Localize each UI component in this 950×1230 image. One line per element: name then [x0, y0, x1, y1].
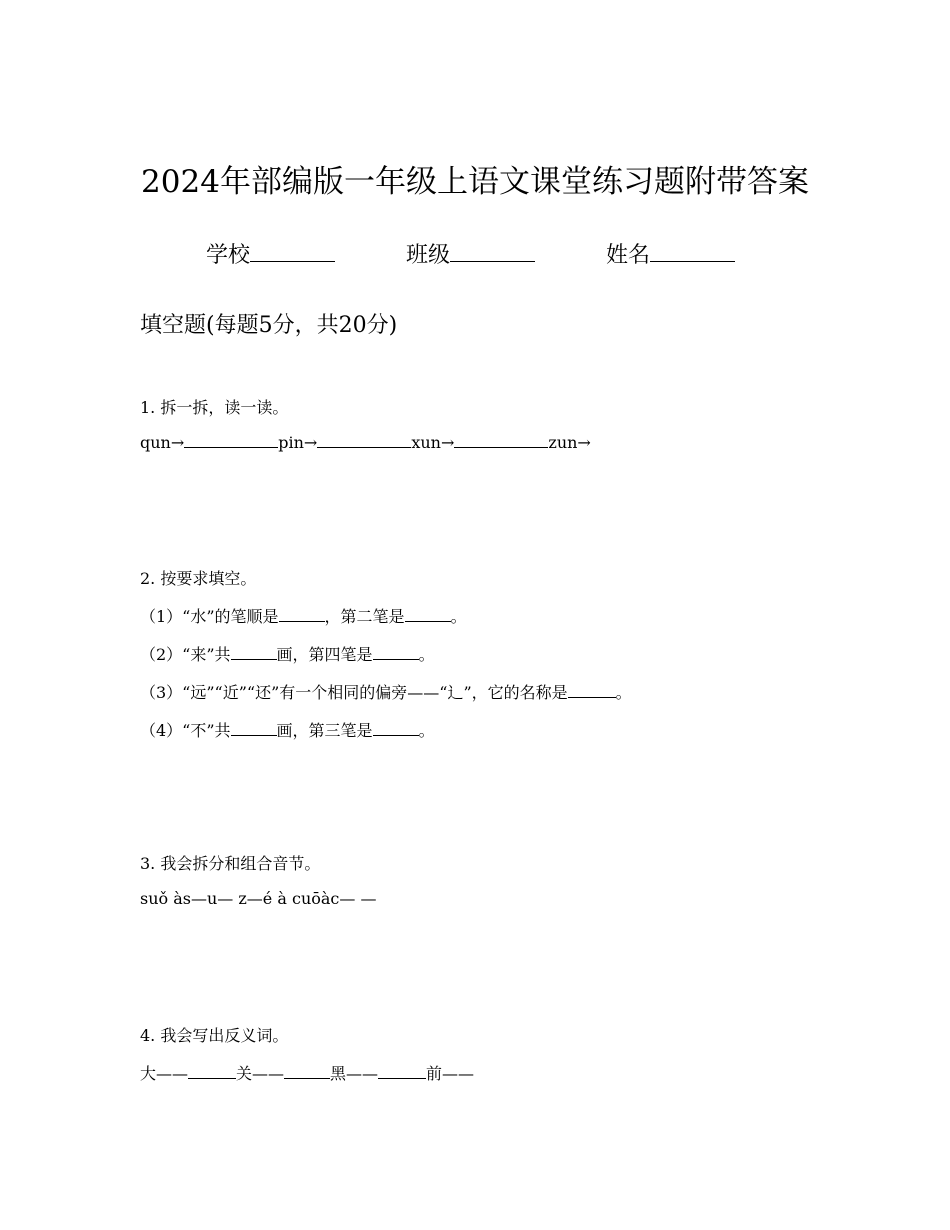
- q4-blank-1[interactable]: [188, 1064, 236, 1079]
- q2-l1-blank-1[interactable]: [279, 607, 325, 622]
- q3-syllable-line: suǒ às—u— z—é à cuōàc— —: [140, 889, 377, 908]
- school-label: 学校: [206, 243, 251, 268]
- q4-blank-3[interactable]: [378, 1064, 426, 1079]
- name-field[interactable]: [606, 238, 735, 269]
- q1-item-zun: zun→: [548, 433, 591, 452]
- q2-l4-blank-1[interactable]: [231, 721, 277, 736]
- q2-l2-text-c: 。: [418, 645, 435, 664]
- q2-l1-text-a: （1）“水”的笔顺是: [140, 607, 279, 626]
- q2-l4-blank-2[interactable]: [373, 721, 419, 736]
- q2-l3-text-a: （3）“远”“近”“还”有一个相同的偏旁——“辶”，它的名称是: [140, 683, 568, 702]
- school-field[interactable]: [206, 238, 335, 269]
- q2-l3-blank-1[interactable]: [568, 683, 616, 698]
- q4-line: [140, 1061, 474, 1084]
- q1-blank-1[interactable]: [184, 433, 278, 448]
- q2-l4-text-b: 画，第三笔是: [276, 721, 373, 740]
- q2-title: 2. 按要求填空。: [140, 569, 257, 588]
- q4-item-guan: 关——: [236, 1064, 285, 1083]
- q2-l2-text-b: 画，第四笔是: [276, 645, 373, 664]
- q3-title: 3. 我会拆分和组合音节。: [140, 854, 321, 873]
- q2-line-3: [140, 680, 632, 703]
- q2-l2-blank-2[interactable]: [373, 645, 419, 660]
- q1-blank-3[interactable]: [454, 433, 548, 448]
- section-heading: 填空题(每题5分，共20分): [140, 313, 398, 338]
- q2-l2-text-a: （2）“来”共: [140, 645, 231, 664]
- q4-blank-2[interactable]: [284, 1064, 330, 1079]
- q2-l4-text-c: 。: [418, 721, 435, 740]
- q1-line: [140, 433, 591, 452]
- q1-item-pin: pin→: [278, 433, 318, 452]
- q1-item-qun: qun→: [140, 433, 185, 452]
- name-label: 姓名: [606, 243, 651, 268]
- q1-blank-2[interactable]: [317, 433, 411, 448]
- q1-item-xun: xun→: [411, 433, 455, 452]
- class-field[interactable]: [406, 238, 535, 269]
- q2-line-1: [140, 604, 467, 627]
- document-title: 2024年部编版一年级上语文课堂练习题附带答案: [141, 164, 809, 200]
- class-blank[interactable]: [450, 241, 535, 262]
- q2-l1-text-c: 。: [450, 607, 467, 626]
- q4-item-qian: 前——: [426, 1064, 475, 1083]
- q2-l4-text-a: （4）“不”共: [140, 721, 231, 740]
- q1-title: 1. 拆一拆，读一读。: [140, 398, 289, 417]
- q2-line-2: [140, 642, 435, 665]
- q4-item-hei: 黑——: [330, 1064, 379, 1083]
- class-label: 班级: [406, 243, 451, 268]
- q4-title: 4. 我会写出反义词。: [140, 1026, 289, 1045]
- school-blank[interactable]: [250, 241, 335, 262]
- q2-l3-text-b: 。: [615, 683, 632, 702]
- q2-l1-blank-2[interactable]: [405, 607, 451, 622]
- name-blank[interactable]: [650, 241, 735, 262]
- q2-l1-text-b: ，第二笔是: [324, 607, 405, 626]
- q2-l2-blank-1[interactable]: [231, 645, 277, 660]
- q2-line-4: [140, 718, 435, 741]
- q4-item-da: 大——: [140, 1064, 189, 1083]
